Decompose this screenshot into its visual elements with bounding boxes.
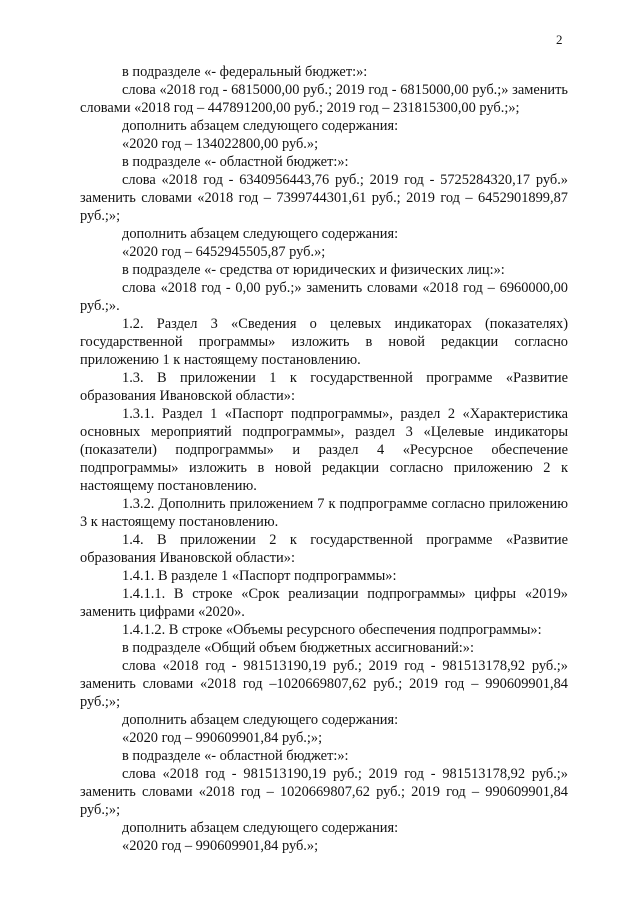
document-body xyxy=(80,63,568,855)
paragraph: слова «2018 год - 981513190,19 руб.; 2019 год - 981513178,92 руб.;» заменить словами «2018 год –1020669807,62 руб.; 2019 год – 990609901,84 руб.;»; xyxy=(80,658,568,710)
paragraph: в подразделе «Общий объем бюджетных ассигнований:»: xyxy=(122,640,474,656)
paragraph: в подразделе «- областной бюджет:»: xyxy=(122,154,349,170)
paragraph: в подразделе «- средства от юридических и физических лиц:»: xyxy=(122,262,505,278)
paragraph: дополнить абзацем следующего содержания: xyxy=(122,226,399,242)
paragraph: 1.4. В приложении 2 к государственной программе «Развитие образования Ивановской области»: xyxy=(80,532,568,566)
paragraph: 1.4.1. В разделе 1 «Паспорт подпрограммы»: xyxy=(122,568,397,584)
paragraph: дополнить абзацем следующего содержания: xyxy=(122,712,399,728)
paragraph: в подразделе «- областной бюджет:»: xyxy=(122,748,349,764)
paragraph: 1.4.1.2. В строке «Объемы ресурсного обеспечения подпрограммы»: xyxy=(122,622,542,638)
paragraph: «2020 год – 6452945505,87 руб.»; xyxy=(122,244,326,260)
page-number: 2 xyxy=(556,32,563,47)
paragraph: «2020 год – 990609901,84 руб.»; xyxy=(122,838,319,854)
paragraph: в подразделе «- федеральный бюджет:»: xyxy=(122,64,368,80)
paragraph: 1.2. Раздел 3 «Сведения о целевых индикаторах (показателях) государственной программы» изложить в новой редакции согласно приложению 1 к настоящему постановлению. xyxy=(80,316,568,368)
paragraph: 1.4.1.1. В строке «Срок реализации подпрограммы» цифры «2019» заменить цифрами «2020». xyxy=(80,586,568,620)
paragraph: дополнить абзацем следующего содержания: xyxy=(122,820,399,836)
paragraph: слова «2018 год - 6340956443,76 руб.; 2019 год - 5725284320,17 руб.» заменить словами «2018 год – 7399744301,61 руб.; 2019 год – 6452901899,87 руб.;»; xyxy=(80,172,568,224)
paragraph: слова «2018 год - 0,00 руб.;» заменить словами «2018 год – 6960000,00 руб.;». xyxy=(80,280,568,314)
paragraph: 1.3. В приложении 1 к государственной программе «Развитие образования Ивановской области»: xyxy=(80,370,568,404)
paragraph: дополнить абзацем следующего содержания: xyxy=(122,118,399,134)
paragraph: слова «2018 год - 6815000,00 руб.; 2019 год - 6815000,00 руб.;» заменить словами «2018 год – 447891200,00 руб.; 2019 год – 231815300,00 руб.;»; xyxy=(80,82,568,116)
paragraph: 1.3.1. Раздел 1 «Паспорт подпрограммы», раздел 2 «Характеристика основных мероприятий подпрограммы», раздел 3 «Целевые индикаторы (показатели) подпрограммы» и раздел 4 «Ресурсное обеспечение подпрограммы» изложить в новой редакции согласно приложению 2 к настоящему постановлению. xyxy=(80,406,568,494)
paragraph: слова «2018 год - 981513190,19 руб.; 2019 год - 981513178,92 руб.;» заменить словами «2018 год – 1020669807,62 руб.; 2019 год – 990609901,84 руб.;»; xyxy=(80,766,568,818)
paragraph: «2020 год – 134022800,00 руб.»; xyxy=(122,136,319,152)
paragraph: 1.3.2. Дополнить приложением 7 к подпрограмме согласно приложению 3 к настоящему постановлению. xyxy=(80,496,568,530)
paragraph: «2020 год – 990609901,84 руб.;»; xyxy=(122,730,323,746)
